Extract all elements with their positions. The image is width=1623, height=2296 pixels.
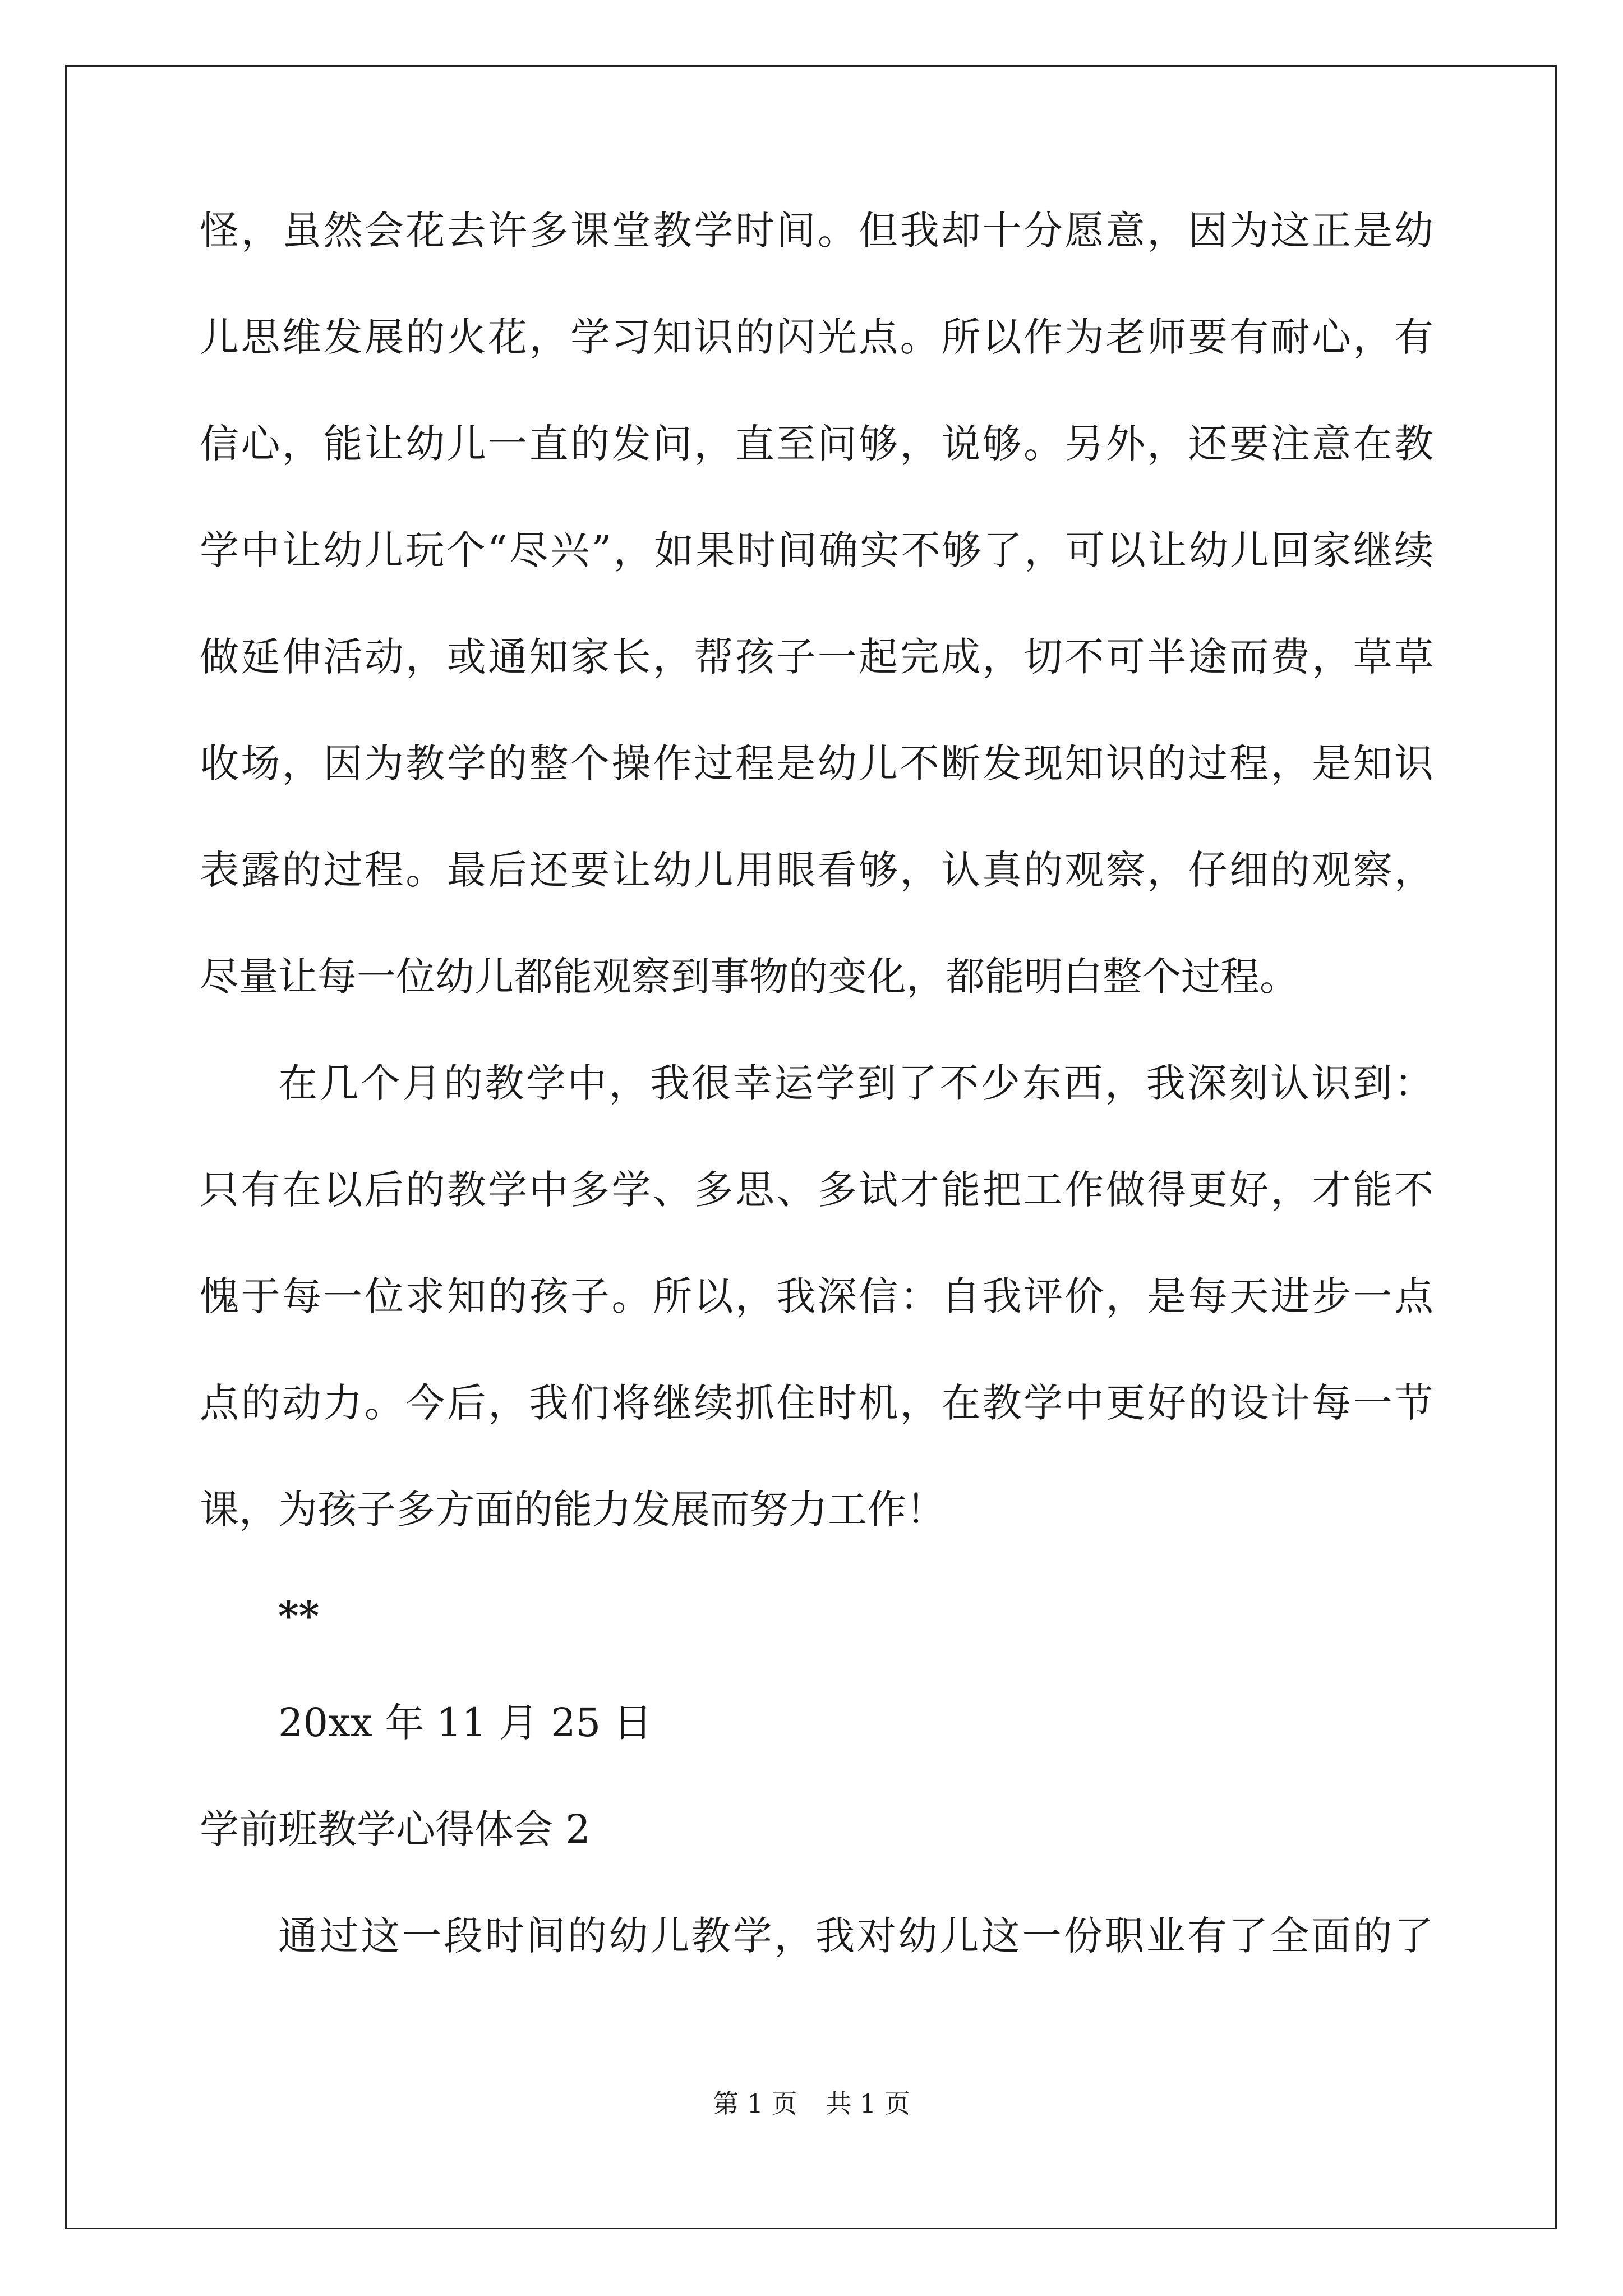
signature: ** [278,1593,320,1639]
paragraph-line: 收场，因为教学的整个操作过程是幼儿不断发现知识的过程，是知识 [200,740,1433,786]
date-line: 20xx 年 11 月 25 日 [278,1700,653,1746]
page-total: 共 1 页 [826,2088,910,2119]
paragraph-line: 课，为孩子多方面的能力发展而努力工作！ [200,1487,946,1533]
page-number: 第 1 页 [713,2088,797,2119]
paragraph-line: 信心，能让幼儿一直的发问，直至问够，说够。另外，还要注意在教 [200,421,1433,467]
paragraph-line: 做延伸活动，或通知家长，帮孩子一起完成，切不可半途而费，草草 [200,634,1433,680]
paragraph-line: 怪，虽然会花去许多课堂教学时间。但我却十分愿意，因为这正是幼 [200,208,1433,254]
paragraph-line: 在几个月的教学中，我很幸运学到了不少东西，我深刻认识到： [278,1060,1433,1106]
paragraph-line: 只有在以后的教学中多学、多思、多试才能把工作做得更好，才能不 [200,1167,1433,1213]
page-footer [0,2087,1623,2120]
paragraph-line: 尽量让每一位幼儿都能观察到事物的变化，都能明白整个过程。 [200,954,1299,1000]
paragraph-line: 通过这一段时间的幼儿教学，我对幼儿这一份职业有了全面的了 [278,1913,1433,1959]
paragraph-line: 表露的过程。最后还要让幼儿用眼看够，认真的观察，仔细的观察， [200,847,1433,893]
paragraph-line: 儿思维发展的火花，学习知识的闪光点。所以作为老师要有耐心，有 [200,314,1433,360]
paragraph-line: 点的动力。今后，我们将继续抓住时机，在教学中更好的设计每一节 [200,1380,1433,1426]
paragraph-line: 学中让幼儿玩个“尽兴”，如果时间确实不够了，可以让幼儿回家继续 [200,527,1433,573]
section-title: 学前班教学心得体会 2 [200,1806,591,1852]
paragraph-line: 愧于每一位求知的孩子。所以，我深信：自我评价，是每天进步一点 [200,1273,1433,1319]
